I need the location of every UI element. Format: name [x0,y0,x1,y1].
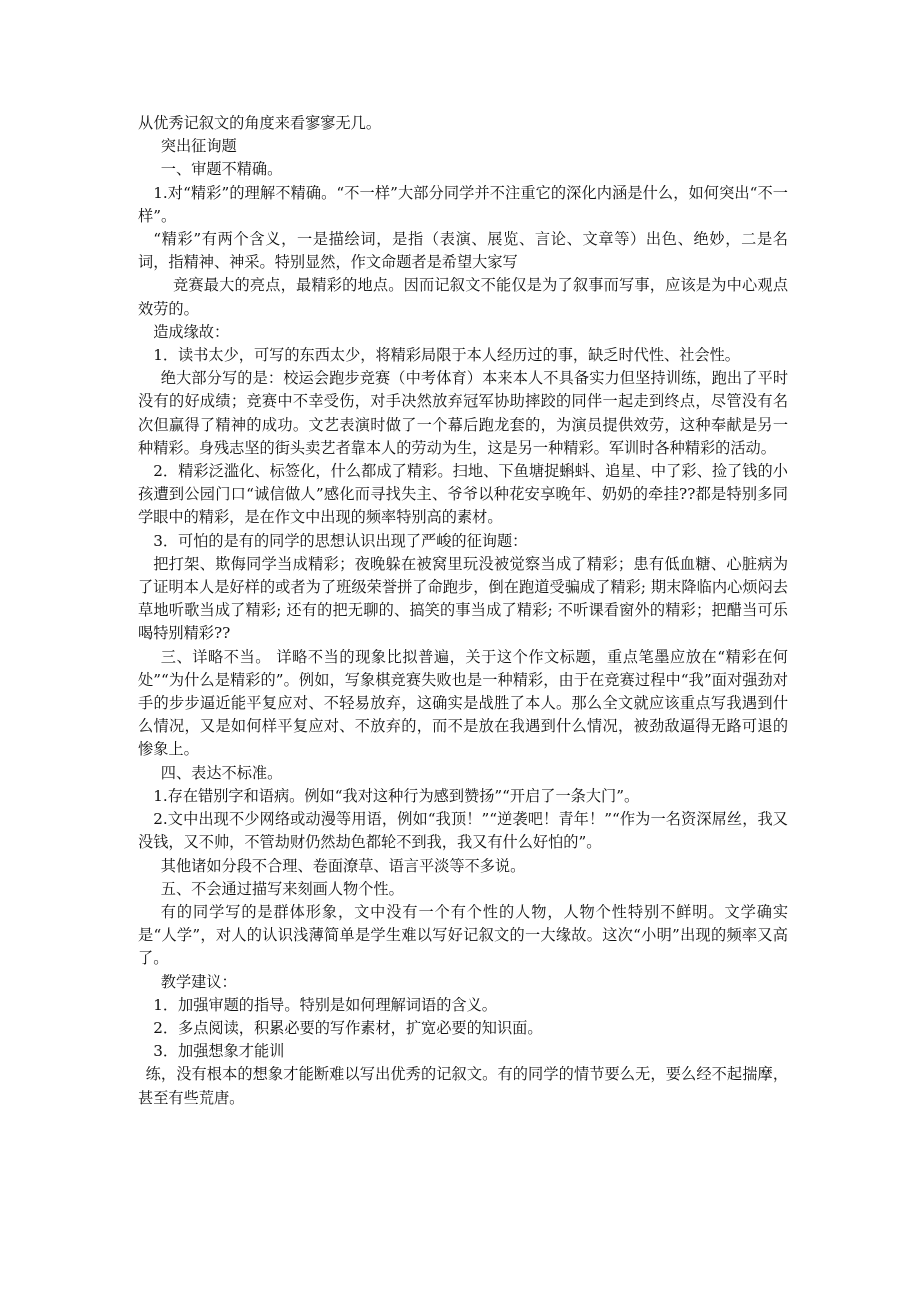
paragraph-10: 2．精彩泛滥化、标签化，什么都成了精彩。扫地、下鱼塘捉蝌蚪、追星、中了彩、捡了钱的小孩遭到公园门口“诚信做人”感化而寻找失主、爷爷以种花安享晚年、奶奶的牵挂??都是特别多同学眼中的精彩，是在作文中出现的频率特别高的素材。 [138,462,788,527]
paragraph-9: 绝大部分写的是：校运会跑步竞赛（中考体育）本来本人不具备实力但坚持训练，跑出了平时没有的好成绩；竞赛中不幸受伤，对手决然放弃冠军协助摔跤的同伴一起走到终点，尽管没有名次但赢得了精神的成功。文艺表演时做了一个幕后跑龙套的，为演员提供效劳，这种奉献是另一种精彩。身残志坚的街头卖艺者靠本人的劳动为生，这是另一种精彩。军训时各种精彩的活动。 [138,369,788,457]
paragraph-19: 有的同学写的是群体形象，文中没有一个有个性的人物，人物个性特别不鲜明。文学确实是“人学”，对人的认识浅薄简单是学生难以写好记叙文的一大缘故。这次“小明”出现的频率又高了。 [138,902,788,968]
paragraph-7: 造成缘故： [153,322,230,341]
paragraph-18: 五、不会通过描写来刻画人物个性。 [160,879,404,898]
paragraph-22: 2．多点阅读，积累必要的写作素材，扩宽必要的知识面。 [153,1018,543,1037]
paragraph-1: 从优秀记叙文的角度来看寥寥无几。 [138,114,381,132]
paragraph-16: 2.文中出现不少网络或动漫等用语，例如“我顶！”“逆袭吧！青年！”“作为一名资深屌丝，我又没钱，又不帅，不管劫财仍然劫色都轮不到我，我又有什么好怕的”。 [138,810,788,852]
paragraph-5: “精彩”有两个含义，一是描绘词，是指（表演、展览、言论、文章等）出色、绝妙，二是名词，指精神、神采。特别显然，作文命题者是希望大家写 [138,230,788,272]
paragraph-14: 四、表达不标准。 [160,763,283,782]
document-body [138,112,788,1110]
paragraph-11: 3．可怕的是有的同学的思想认识出现了严峻的征询题： [153,531,528,550]
paragraph-24: 练，没有根本的想象才能断难以写出优秀的记叙文。有的同学的情节要么无，要么经不起揣摩，甚至有些荒唐。 [138,1065,788,1107]
paragraph-20: 教学建议： [160,972,237,991]
paragraph-12: 把打架、欺侮同学当成精彩；夜晚躲在被窝里玩没被觉察当成了精彩；患有低血糖、心脏病为了证明本人是好样的或者为了班级荣誉拼了命跑步，倒在跑道受骗成了精彩; 期末降临内心烦闷去草地听歌当成了精彩; 还有的把无聊的、搞笑的事当成了精彩; 不听课看窗外的精彩；把醋当可乐喝特别精彩?? [138,554,788,643]
paragraph-2: 突出征询题 [160,137,237,156]
paragraph-13: 三、详略不当。 详略不当的现象比拟普遍，关于这个作文标题，重点笔墨应放在“精彩在何处”“为什么是精彩的”。例如，写象棋竞赛失败也是一种精彩，由于在竞赛过程中“我”面对强劲对手的步步逼近能平复应对、不轻易放弃，这确实是战胜了本人。那么全文就应该重点写我遇到什么情况，又是如何样平复应对、不放弃的，而不是放在我遇到什么情况，被劲敌逼得无路可退的惨象上。 [138,647,788,759]
paragraph-4: 1.对“精彩”的理解不精确。“不一样”大部分同学并不注重它的深化内涵是什么，如何突出“不一样”。 [138,183,788,225]
paragraph-15: 1.存在错别字和语病。例如“我对这种行为感到赞扬”“开启了一条大门”。 [153,786,640,805]
paragraph-6: 竞赛最大的亮点，最精彩的地点。因而记叙文不能仅是为了叙事而写事，应该是为中心观点效劳的。 [138,276,788,318]
paragraph-21: 1．加强审题的指导。特别是如何理解词语的含义。 [153,995,497,1014]
paragraph-8: 1．读书太少，可写的东西太少，将精彩局限于本人经历过的事，缺乏时代性、社会性。 [153,346,740,365]
paragraph-23: 3．加强想象才能训 [153,1042,285,1061]
paragraph-3: 一、审题不精确。 [160,160,283,179]
paragraph-17: 其他诸如分段不合理、卷面潦草、语言平淡等不多说。 [160,856,526,875]
